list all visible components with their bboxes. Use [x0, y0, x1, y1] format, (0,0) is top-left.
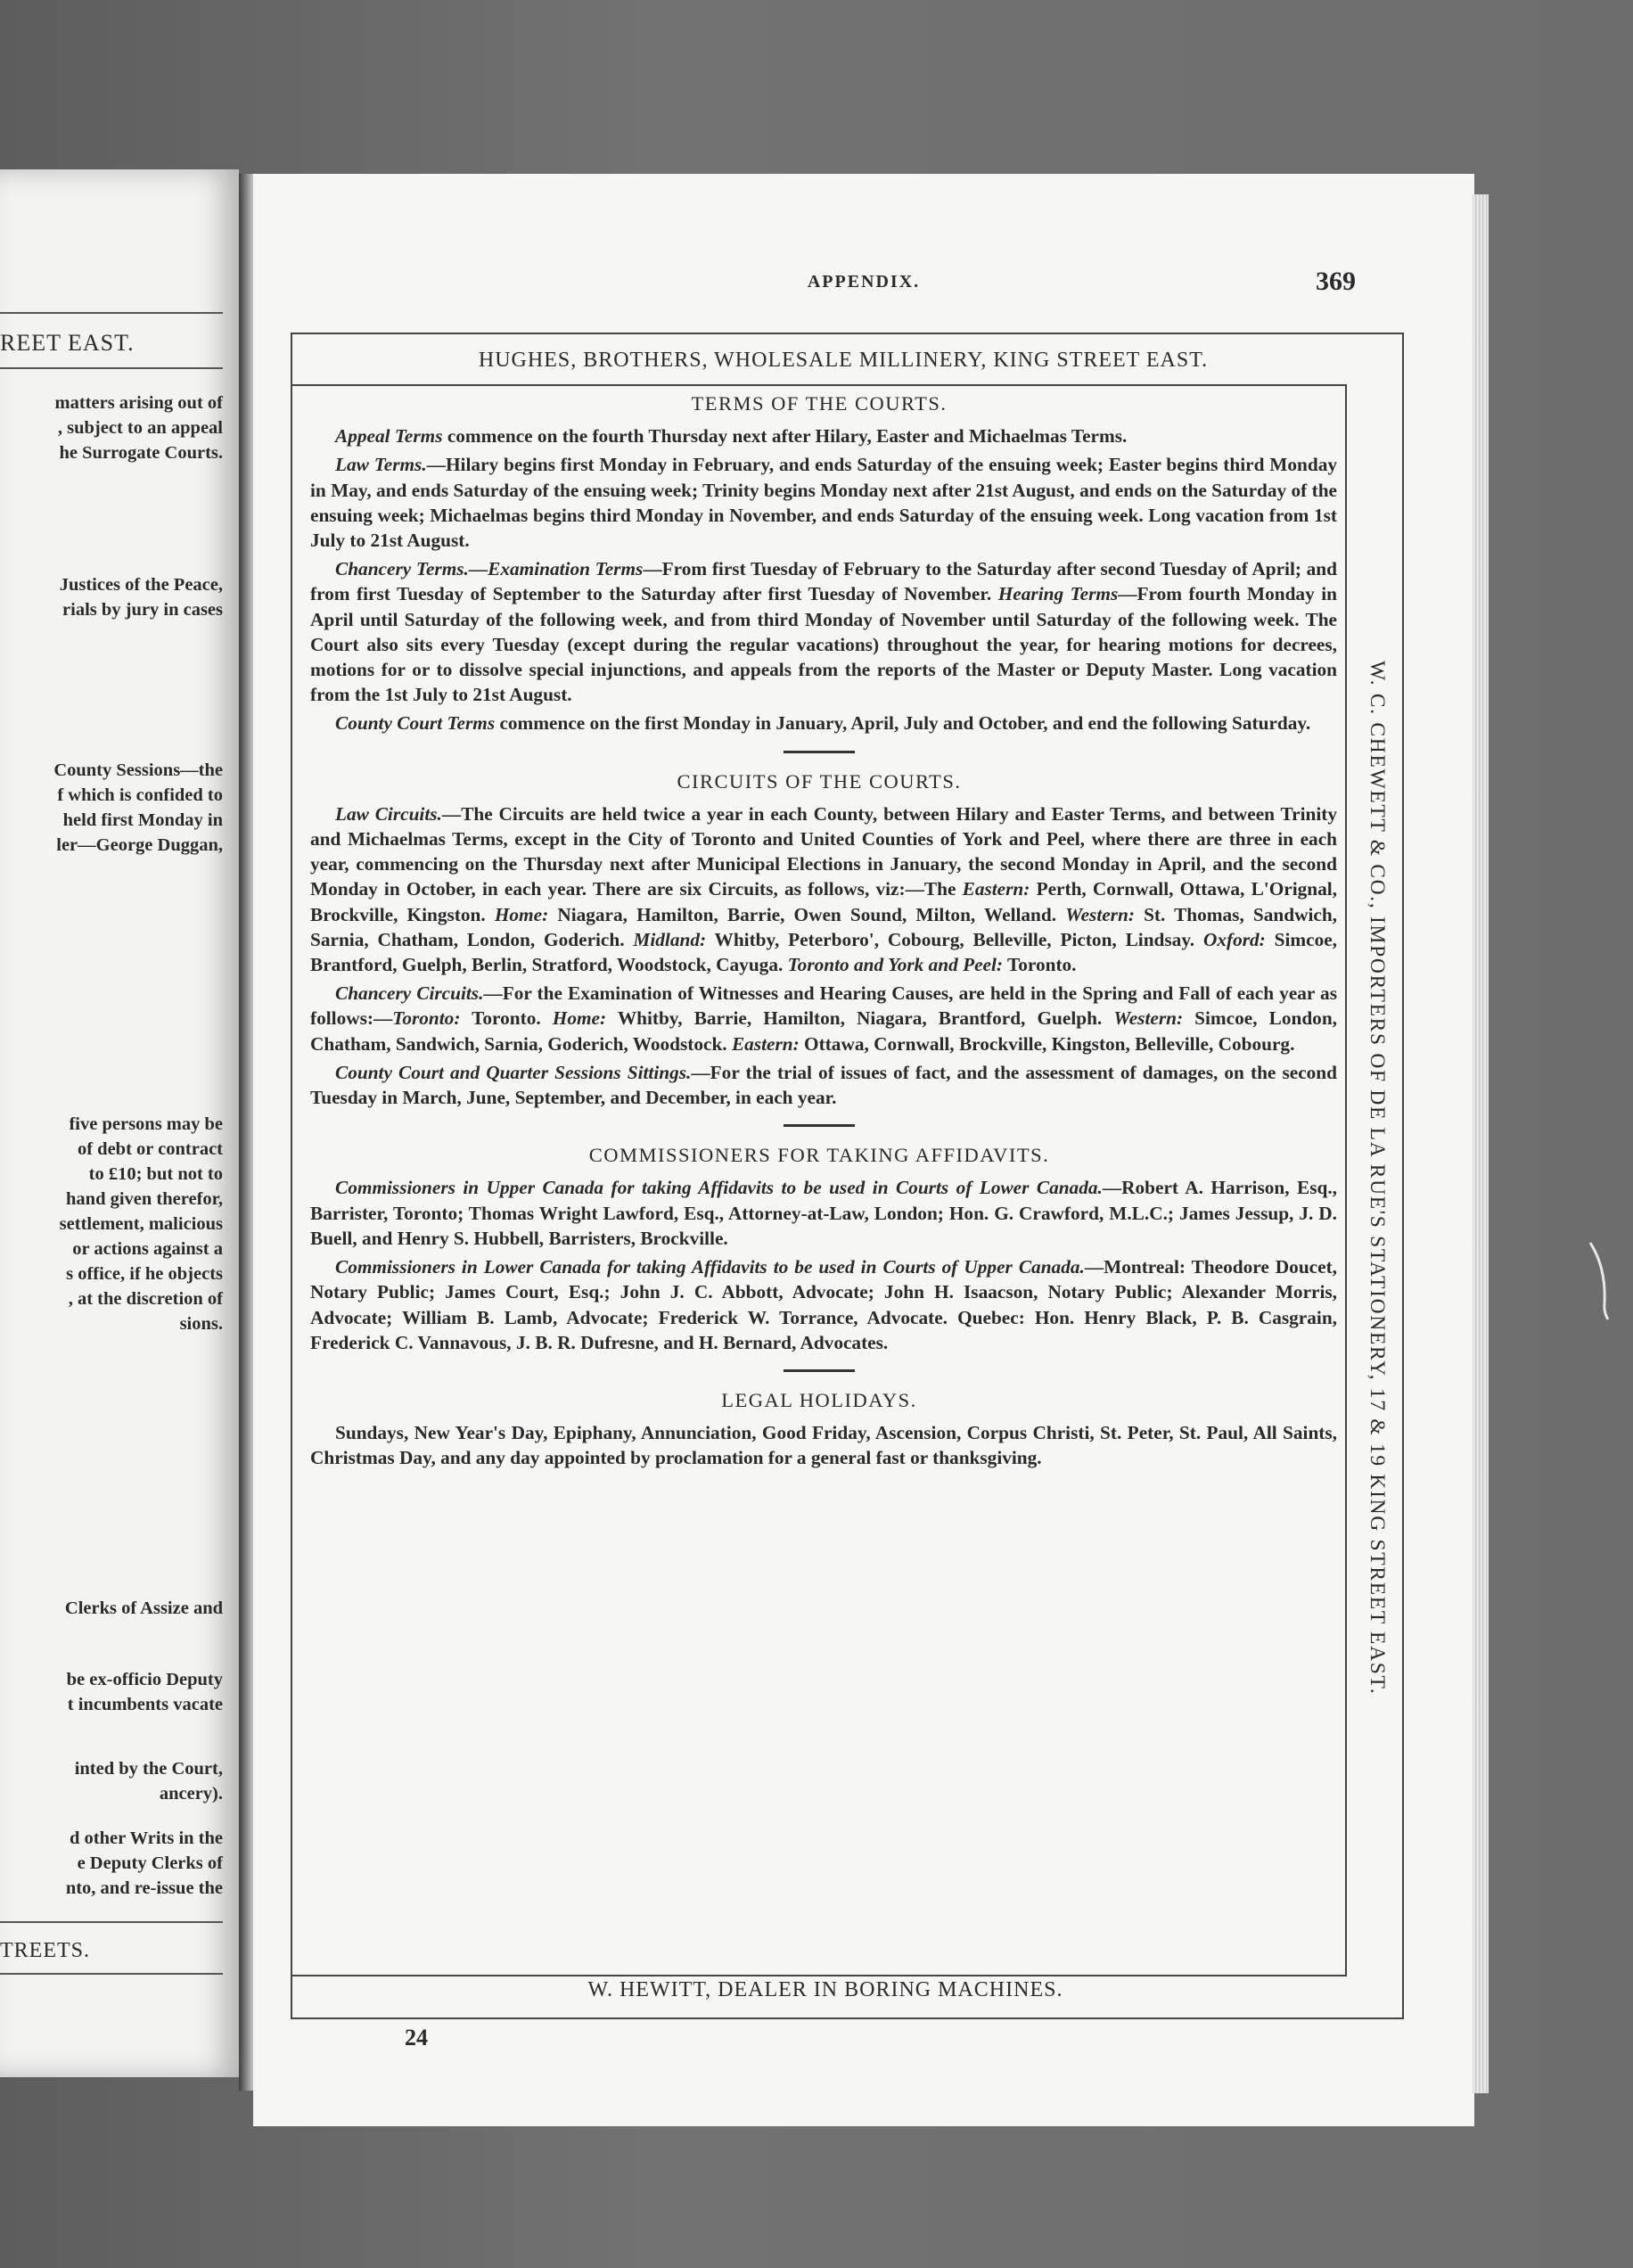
left-line: ancery).: [159, 1784, 223, 1804]
lead-oxford: Oxford:: [1202, 928, 1266, 950]
left-rule-footer: [0, 1921, 223, 1923]
lead-appeal-terms: Appeal Terms: [335, 425, 443, 448]
text-western: St. Thomas, Sandwich, Sarnia, Chatham, London, Goderich.: [310, 903, 1338, 950]
text-appeal-terms: commence on the fourth Thursday next after Hilary, Easter and Michaelmas Terms.: [447, 425, 1128, 448]
text-law-circuits: —The Circuits are held twice a year in each County, between Hilary and Easter Terms, and between Trinity and Michaelmas Terms, except in the City of Toronto and United Counties of York and Peel, where there are three in each year, commencing on the Thursday next after Municipal Elections in January, the second Monday in April, and the second Monday in October, in each year. There are six Circuits, as follows, viz:—The: [310, 802, 1337, 900]
advertisement-top: HUGHES, BROTHERS, WHOLESALE MILLINERY, KING STREET EAST.: [478, 349, 1209, 372]
lead-law-terms: Law Terms.: [335, 454, 427, 476]
left-text-block: [65, 1596, 223, 1621]
paragraph-county-court-terms: [291, 711, 1348, 735]
left-rule-top: [0, 312, 223, 314]
paragraph-commissioners-upper: [291, 1175, 1348, 1251]
left-line: or actions against a: [72, 1239, 223, 1259]
lead-chancery-terms: Chancery Terms.—Examination Terms: [335, 558, 644, 580]
section-title-circuits: CIRCUITS OF THE COURTS.: [677, 769, 962, 793]
left-header-fragment: REET EAST.: [0, 330, 135, 356]
left-line: be ex-officio Deputy: [66, 1670, 223, 1689]
left-line: e Deputy Clerks of: [77, 1853, 223, 1873]
lead-c-eastern: Eastern:: [731, 1032, 800, 1055]
text-c-home: Whitby, Barrie, Hamilton, Niagara, Brantford, Guelph.: [617, 1007, 1103, 1030]
section-divider: [784, 1124, 855, 1127]
lead-home: Home:: [494, 903, 549, 925]
text-chancery-terms-1: —From first Tuesday of February to the Saturday after second Tuesday of April; and from first Tuesday of September to the Saturday after first Tuesday of November.: [310, 558, 1338, 605]
left-facing-page: [0, 169, 239, 2077]
lead-toronto-york-peel: Toronto and York and Peel:: [787, 954, 1004, 976]
running-head: APPENDIX.: [807, 272, 921, 292]
text-c-eastern: Ottawa, Cornwall, Brockville, Kingston, Belleville, Cobourg.: [804, 1032, 1295, 1055]
paragraph-law-circuits: [291, 801, 1348, 977]
text-c-toronto: Toronto.: [472, 1007, 541, 1030]
left-line: Justices of the Peace,: [59, 575, 223, 595]
text-quarter-sessions: —For the trial of issues of fact, and the assessment of damages, on the second Tuesday in March, June, September, and December, in each year.: [310, 1061, 1337, 1109]
content-area: [291, 388, 1348, 1475]
left-line: s office, if he objects: [66, 1264, 223, 1284]
section-divider: [784, 751, 855, 753]
left-rule-under-header: [0, 367, 223, 369]
left-text-block: [60, 572, 223, 622]
advertisement-bottom: W. HEWITT, DEALER IN BORING MACHINES.: [587, 1978, 1063, 2001]
left-text-block: [75, 1756, 223, 1806]
lead-chancery-circuits: Chancery Circuits.: [335, 982, 484, 1005]
lead-county-court-terms: County Court Terms: [335, 712, 496, 735]
left-line: inted by the Court,: [74, 1759, 223, 1779]
lead-commissioners-lower: Commissioners in Lower Canada for taking Affidavits to be used in Courts of Upper Canada.: [335, 1256, 1085, 1278]
left-line: to £10; but not to: [88, 1164, 223, 1184]
text-toronto-york-peel: Toronto.: [1006, 954, 1077, 976]
lead-c-western: Western:: [1113, 1007, 1184, 1030]
section-title-commissioners: COMMISSIONERS FOR TAKING AFFIDAVITS.: [588, 1144, 1050, 1167]
paragraph-chancery-circuits: [291, 981, 1348, 1056]
page-edges: [1473, 194, 1489, 2093]
section-title-terms: TERMS OF THE COURTS.: [691, 392, 948, 415]
scratch-mark: [1587, 1241, 1613, 1321]
paragraph-holidays: Sundays, New Year's Day, Epiphany, Annunciation, Good Friday, Ascension, Corpus Christi, St. Peter, St. Paul, All Saints, Christmas Day, and any day appointed by proclamation for a general fast or thanksgiving.: [310, 1422, 1337, 1469]
left-line: held first Monday in: [62, 810, 223, 830]
main-page: [253, 174, 1474, 2126]
left-line: hand given therefor,: [66, 1189, 223, 1209]
text-chancery-terms-2: —From fourth Monday in April until Saturday of the following week, and from third Monday of November until Saturday of the following week. The Court also sits every Tuesday (except during the regular vacations) throughout the year, for hearing motions for decrees, motions for or to dissolve special injunctions, and appeals from the reports of the Master or Deputy Master. Long vacation from the 1st July to 21st August.: [310, 583, 1337, 706]
section-title-holidays: LEGAL HOLIDAYS.: [721, 1388, 917, 1411]
left-text-block: [53, 758, 223, 858]
left-line: Clerks of Assize and: [64, 1598, 223, 1618]
bottom-rule: [291, 2017, 1402, 2019]
left-line: , at the discretion of: [68, 1289, 223, 1309]
left-rule-bottom: [0, 1973, 223, 1975]
left-line: f which is confided to: [57, 785, 223, 805]
text-midland: Whitby, Peterboro', Cobourg, Belleville, Picton, Lindsay.: [714, 928, 1195, 950]
text-c-western: Simcoe, London, Chatham, Sandwich, Sarnia, Goderich, Woodstock.: [310, 1007, 1337, 1055]
left-line: of debt or contract: [77, 1139, 223, 1159]
left-line: ler—George Duggan,: [56, 835, 223, 855]
advertisement-side: [1358, 383, 1394, 1972]
paragraph-appeal-terms: [291, 423, 1348, 448]
left-line: t incumbents vacate: [67, 1695, 223, 1714]
left-line: rials by jury in cases: [62, 600, 223, 620]
text-commissioners-upper: —Robert A. Harrison, Esq., Barrister, Toronto; Thomas Wright Lawford, Esq., Attorney-at-Law, London; Hon. G. Crawford, M.L.C.; James Jessup, J. D. Buell, and Henry S. Hubbell, Barristers, Brockville.: [310, 1177, 1337, 1249]
left-line: d other Writs in the: [70, 1828, 223, 1848]
left-line: nto, and re-issue the: [65, 1878, 223, 1898]
left-line: matters arising out of: [54, 393, 223, 413]
text-commissioners-lower: —Montreal: Theodore Doucet, Notary Public; James Court, Esq.; John J. C. Abbott, Advocate; John H. Isaacson, Notary Public; Alexander Morris, Advocate; William B. Lamb, Advocate; Frederick W. Torrance, Advocate. Quebec: Hon. Henry Black, P. B. Casgrain, Frederick C. Vannavous, J. B. R. Dufresne, and H. Bernard, Advocates.: [310, 1256, 1337, 1353]
page-number: 369: [1316, 267, 1356, 296]
text-chancery-circuits: —For the Examination of Witnesses and Hearing Causes, are held in the Spring and Fall of each year as follows:—: [310, 982, 1337, 1030]
signature-number: 24: [405, 2025, 428, 2050]
paragraph-quarter-sessions: [291, 1060, 1348, 1110]
left-line: sions.: [179, 1314, 223, 1334]
lead-c-toronto: Toronto:: [392, 1007, 461, 1030]
left-line: five persons may be: [69, 1114, 223, 1134]
text-eastern: Perth, Cornwall, Ottawa, L'Orignal, Brockville, Kingston.: [310, 878, 1338, 925]
lead-law-circuits: Law Circuits.: [335, 802, 442, 825]
text-county-court-terms: commence on the first Monday in January, April, July and October, and end the following Saturday.: [499, 712, 1311, 735]
left-footer-fragment: TREETS.: [0, 1939, 90, 1962]
text-oxford: Simcoe, Brantford, Guelph, Berlin, Stratford, Woodstock, Cayuga.: [310, 928, 1338, 976]
left-line: County Sessions—the: [53, 760, 223, 780]
advertisement-side-text: W. C. CHEWETT & CO., IMPORTERS OF DE LA RUE'S STATIONERY, 17 & 19 KING STREET EAST.: [1366, 660, 1389, 1696]
text-law-terms: —Hilary begins first Monday in February, and ends Saturday of the ensuing week; Easter begins third Monday in May, and ends Saturday of the ensuing week; Trinity begins Monday next after 21st August, and ends on the Saturday of the ensuing week; Michaelmas begins third Monday in November, and ends Saturday of the ensuing week. Long vacation from 1st July to 21st August.: [310, 454, 1337, 552]
left-line: , subject to an appeal: [57, 418, 223, 438]
lead-hearing-terms: Hearing Terms: [997, 583, 1119, 605]
lead-commissioners-upper: Commissioners in Upper Canada for taking Affidavits to be used in Courts of Lower Canada.: [335, 1177, 1103, 1199]
lead-c-home: Home:: [552, 1007, 607, 1030]
paragraph-law-terms: [291, 452, 1348, 553]
lead-western: Western:: [1065, 903, 1135, 925]
paragraph-commissioners-lower: [291, 1254, 1348, 1355]
left-text-block: [60, 1112, 223, 1336]
left-text-block: [66, 1826, 223, 1901]
left-line: settlement, malicious: [59, 1214, 223, 1234]
section-divider: [784, 1369, 855, 1372]
left-text-block: [55, 390, 223, 465]
left-line: he Surrogate Courts.: [59, 443, 223, 463]
left-text-block: [67, 1667, 223, 1717]
paragraph-chancery-terms: [291, 556, 1348, 707]
text-home: Niagara, Hamilton, Barrie, Owen Sound, Milton, Welland.: [557, 903, 1057, 925]
lead-midland: Midland:: [633, 928, 707, 950]
lead-eastern: Eastern:: [962, 878, 1030, 900]
lead-quarter-sessions: County Court and Quarter Sessions Sittings.: [335, 1061, 692, 1083]
